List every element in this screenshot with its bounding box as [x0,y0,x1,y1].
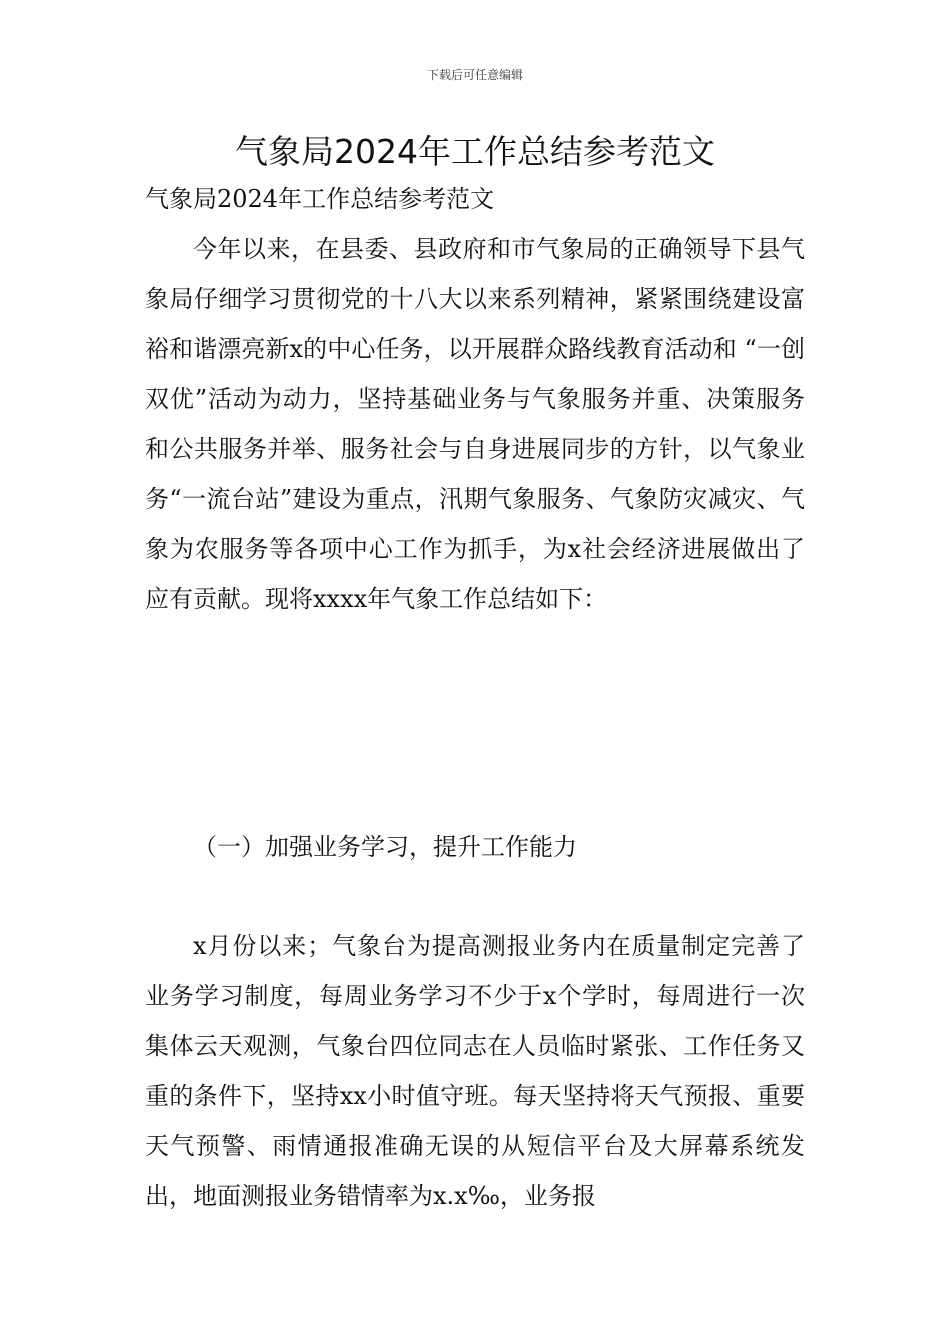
intro-paragraph: 今年以来，在县委、县政府和市气象局的正确领导下县气象局仔细学习贯彻党的十八大以来系列精神，紧紧围绕建设富裕和谐漂亮新x的中心任务，以开展群众路线教育活动和 “一创双优”活动为动力，坚持基础业务与气象服务并重、决策服务和公共服务并举、服务社会与自身进展同步的方针，以气象业务“一流台站”建设为重点，汛期气象服务、气象防灾减灾、气象为农服务等各项中心工作为抓手，为x社会经济进展做出了应有贡献。现将xxxx年气象工作总结如下： [145,235,805,613]
document-subtitle: 气象局2024年工作总结参考范文 [145,185,495,213]
section-1-paragraph: x月份以来；气象台为提高测报业务内在质量制定完善了业务学习制度，每周业务学习不少于x个学时，每周进行一次集体云天观测，气象台四位同志在人员临时紧张、工作任务又重的条件下，坚持xx小时值守班。每天坚持将天气预报、重要天气预警、雨情通报准确无误的从短信平台及大屏幕系统发出，地面测报业务错情率为x.x‰，业务报 [145,932,805,1210]
header-note: 下载后可任意编辑 [426,68,523,82]
section-heading-1: （一）加强业务学习，提升工作能力 [193,833,577,861]
document-title: 气象局2024年工作总结参考范文 [235,132,715,171]
